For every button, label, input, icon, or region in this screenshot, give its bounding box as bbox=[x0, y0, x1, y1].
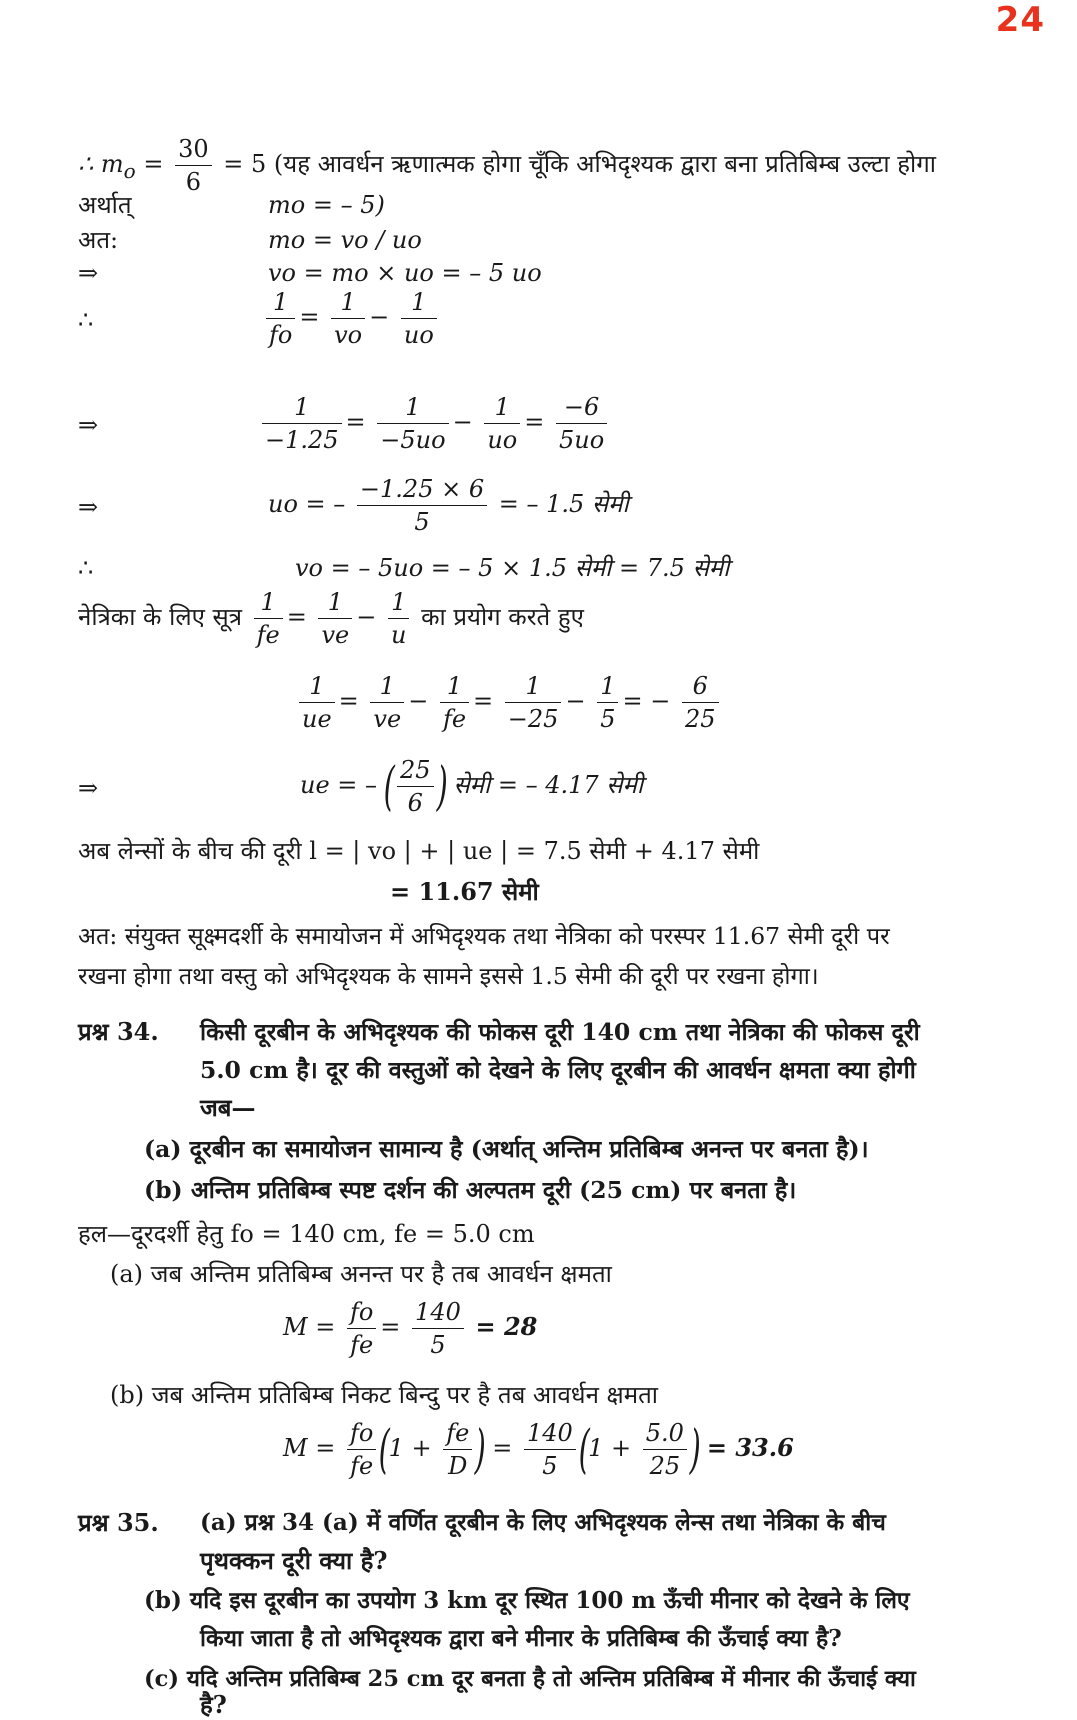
question-34-part-a: (a) दूरबीन का समायोजन सामान्य है (अर्थात् अन्तिम प्रतिबिम्ब अनन्त पर बनता है)। bbox=[144, 1135, 869, 1163]
fraction bbox=[254, 586, 283, 651]
equation: vo = – 5uo = – 5 × 1.5 सेमी = 7.5 सेमी bbox=[295, 554, 730, 582]
text: M = bbox=[283, 1313, 336, 1341]
numerator: 1 bbox=[440, 670, 469, 703]
fraction bbox=[401, 286, 437, 351]
fraction bbox=[331, 286, 365, 351]
numerator: 1 bbox=[377, 391, 448, 424]
denominator: uo bbox=[487, 426, 518, 454]
denominator: ve bbox=[321, 621, 350, 649]
numerator: 1 bbox=[484, 391, 520, 424]
question-35-part-a: (a) प्रश्न 34 (a) में वर्णित दूरबीन के लिए अभिदृश्यक लेन्स तथा नेत्रिका के बीच bbox=[200, 1509, 886, 1536]
right-paren: ) bbox=[436, 756, 448, 817]
question-34-text: किसी दूरबीन के अभिदृश्यक की फोकस दूरी 140 cm तथा नेत्रिका की फोकस दूरी bbox=[200, 1018, 920, 1046]
denominator: 6 bbox=[407, 789, 423, 817]
numerator: 1 bbox=[299, 670, 335, 703]
numerator: 1 bbox=[505, 670, 562, 703]
fraction bbox=[318, 586, 352, 651]
text: uo = – bbox=[268, 490, 346, 518]
fraction bbox=[682, 670, 719, 735]
denominator: −5uo bbox=[380, 426, 446, 454]
equation: $\frac{1}{ue}$ = $\frac{1}{ve}$ − $\frac{1}{fe}$ = $\frac{1}{-25}$ − $\frac{1}{5}$ = − $\frac{6}{25}$ bbox=[295, 670, 723, 735]
numerator: 1 bbox=[318, 586, 352, 619]
denominator: 25 bbox=[649, 1452, 681, 1480]
numerator: 1 bbox=[254, 586, 283, 619]
fraction bbox=[643, 1417, 687, 1482]
text: नेत्रिका के लिए सूत्र bbox=[78, 603, 242, 631]
label: ⇒ bbox=[78, 259, 99, 287]
numerator: 25 bbox=[397, 754, 434, 787]
numerator: 1 bbox=[331, 286, 365, 319]
numerator: 140 bbox=[524, 1417, 576, 1450]
question-35-part-a: पृथक्कन दूरी क्या है? bbox=[200, 1546, 388, 1575]
equation bbox=[268, 473, 629, 538]
equation-magnification-a: M = $\frac{fo}{fe}$ = $\frac{140}{5}$ = 28 bbox=[283, 1298, 538, 1359]
fraction bbox=[388, 586, 409, 651]
fraction bbox=[443, 1417, 472, 1482]
label: ⇒ bbox=[78, 774, 99, 802]
denominator: uo bbox=[403, 321, 434, 349]
left-paren: ( bbox=[578, 1419, 590, 1480]
denominator: u bbox=[390, 621, 407, 649]
numerator: fo bbox=[347, 1296, 376, 1329]
numerator: 5.0 bbox=[643, 1417, 687, 1450]
question-34-text: जब— bbox=[200, 1093, 256, 1122]
fraction bbox=[299, 670, 335, 735]
fraction bbox=[175, 133, 212, 198]
numerator: −1.25 × 6 bbox=[357, 473, 487, 506]
numerator: 30 bbox=[175, 133, 212, 166]
text: का प्रयोग करते हुए bbox=[421, 603, 584, 631]
subscript: o bbox=[123, 158, 136, 183]
numerator: 1 bbox=[266, 286, 295, 319]
fraction bbox=[484, 391, 520, 456]
distance-result: = 11.67 सेमी bbox=[390, 877, 539, 906]
label: ∴ bbox=[78, 554, 94, 582]
numerator: 1 bbox=[370, 670, 404, 703]
denominator: 5uo bbox=[559, 426, 605, 454]
denominator: −1.25 bbox=[265, 426, 339, 454]
numerator: 1 bbox=[262, 391, 342, 424]
fraction bbox=[262, 391, 342, 456]
numerator: −6 bbox=[556, 391, 607, 424]
equation: mo = – 5) bbox=[268, 191, 385, 219]
question-35-part-c: (c) यदि अन्तिम प्रतिबिम्ब 25 cm दूर बनता है तो अन्तिम प्रतिबिम्ब में मीनार की ऊँचाई क्या bbox=[144, 1666, 916, 1692]
question-35-part-b: (b) यदि इस दूरबीन का उपयोग 3 km दूर स्थित 100 m ऊँची मीनार को देखने के लिए bbox=[144, 1587, 910, 1614]
denominator: ue bbox=[302, 705, 332, 733]
denominator: −25 bbox=[507, 705, 559, 733]
fraction bbox=[412, 1296, 464, 1361]
eq-magnification bbox=[78, 133, 936, 198]
left-paren: ( bbox=[378, 1419, 391, 1480]
result: = 33.6 bbox=[706, 1433, 794, 1462]
denominator: fe bbox=[256, 621, 280, 649]
label: अर्थात् bbox=[78, 191, 132, 219]
result: = 28 bbox=[475, 1312, 538, 1341]
fraction bbox=[347, 1296, 376, 1361]
denominator: fe bbox=[350, 1452, 374, 1480]
denominator: 6 bbox=[185, 168, 201, 196]
fraction bbox=[377, 391, 448, 456]
equation: vo = mo × uo = – 5 uo bbox=[268, 259, 542, 287]
equation bbox=[300, 754, 643, 819]
question-35-part-c: है? bbox=[200, 1690, 227, 1719]
right-paren: ) bbox=[689, 1419, 701, 1480]
distance-line: अब लेन्सों के बीच की दूरी l = | vo | + | ue | = 7.5 सेमी + 4.17 सेमी bbox=[78, 837, 760, 865]
question-34-part-b: (b) अन्तिम प्रतिबिम्ब स्पष्ट दर्शन की अल्पतम दूरी (25 cm) पर बनता है। bbox=[144, 1176, 797, 1204]
text: ue = – bbox=[300, 771, 378, 799]
denominator: D bbox=[448, 1452, 468, 1480]
numerator: fe bbox=[443, 1417, 472, 1450]
text: सेमी = – 4.17 सेमी bbox=[453, 771, 644, 799]
solution-part-b: (b) जब अन्तिम प्रतिबिम्ब निकट बिन्दु पर है तब आवर्धन क्षमता bbox=[110, 1381, 658, 1409]
page-number: 24 bbox=[995, 0, 1045, 40]
left-paren: ( bbox=[383, 756, 395, 817]
denominator: 5 bbox=[600, 705, 616, 733]
label: ∴ bbox=[78, 306, 94, 334]
label: अत: bbox=[78, 226, 119, 254]
numerator: 1 bbox=[388, 586, 409, 619]
numerator: 6 bbox=[682, 670, 719, 703]
numerator: fo bbox=[347, 1417, 376, 1450]
equals: = bbox=[143, 150, 164, 178]
denominator: 5 bbox=[542, 1452, 558, 1480]
denominator: fe bbox=[442, 705, 467, 733]
denominator: 25 bbox=[684, 705, 716, 733]
denominator: ve bbox=[373, 705, 402, 733]
denominator: 5 bbox=[414, 508, 430, 536]
fraction bbox=[524, 1417, 576, 1482]
equation: $\frac{1}{-1.25}$ = $\frac{1}{-5uo}$ − $\frac{1}{uo}$ = $\frac{-6}{5uo}$ bbox=[258, 391, 611, 456]
solution-given: हल—दूरदर्शी हेतु fo = 140 cm, fe = 5.0 cm bbox=[78, 1220, 535, 1248]
denominator: fo bbox=[269, 321, 293, 349]
equation-magnification-b: M = $\frac{fo}{fe}$ (1 + $\frac{fe}{D}$ ) = $\frac{140}{5}$ (1 + $\frac{5.0}{25}$ ) = 33.6 bbox=[283, 1419, 794, 1480]
question-35-part-b: किया जाता है तो अभिदृश्यक द्वारा बने मीनार के प्रतिबिम्ब की ऊँचाई क्या है? bbox=[200, 1625, 842, 1652]
question-34-label: प्रश्न 34. bbox=[78, 1017, 159, 1046]
conclusion-line: रखना होगा तथा वस्तु को अभिदृश्यक के सामने इससे 1.5 सेमी की दूरी पर रखना होगा। bbox=[78, 962, 819, 990]
fraction bbox=[440, 670, 469, 735]
conclusion-line: अत: संयुक्त सूक्ष्मदर्शी के समायोजन में अभिदृश्यक तथा नेत्रिका को परस्पर 11.67 सेमी दूरी पर bbox=[78, 922, 890, 950]
numerator: 1 bbox=[597, 670, 618, 703]
question-35-label: प्रश्न 35. bbox=[78, 1508, 159, 1537]
fraction bbox=[370, 670, 404, 735]
text: = – 1.5 सेमी bbox=[498, 490, 629, 518]
text: M = bbox=[283, 1434, 336, 1462]
label: ⇒ bbox=[78, 493, 99, 521]
fraction bbox=[597, 670, 618, 735]
denominator: vo bbox=[334, 321, 363, 349]
fraction bbox=[397, 754, 434, 819]
denominator: fe bbox=[350, 1331, 374, 1359]
denominator: 5 bbox=[430, 1331, 446, 1359]
fraction bbox=[357, 473, 487, 538]
fraction bbox=[505, 670, 562, 735]
eyepiece-formula-line: नेत्रिका के लिए सूत्र $\frac{1}{fe}$ = $\frac{1}{ve}$ − $\frac{1}{u}$ का प्रयोग करते हुए bbox=[78, 588, 584, 649]
fraction bbox=[266, 286, 295, 351]
equation-lens-formula: $\frac{1}{fo}$ = $\frac{1}{vo}$ − $\frac{1}{uo}$ bbox=[262, 286, 441, 351]
solution-part-a: (a) जब अन्तिम प्रतिबिम्ब अनन्त पर है तब आवर्धन क्षमता bbox=[110, 1260, 612, 1288]
equation: mo = vo / uo bbox=[268, 226, 422, 254]
symbol: ∴ m bbox=[78, 150, 124, 178]
question-34-text: 5.0 cm है। दूर की वस्तुओं को देखने के लिए दूरबीन की आवर्धन क्षमता क्या होगी bbox=[200, 1056, 916, 1084]
right-paren: ) bbox=[474, 1419, 487, 1480]
fraction bbox=[556, 391, 607, 456]
numerator: 140 bbox=[412, 1296, 464, 1329]
label: ⇒ bbox=[78, 411, 99, 439]
text: = 5 (यह आवर्धन ऋणात्मक होगा चूँकि अभिदृश्यक द्वारा बना प्रतिबिम्ब उल्टा होगा bbox=[223, 150, 936, 178]
numerator: 1 bbox=[401, 286, 437, 319]
fraction bbox=[347, 1417, 376, 1482]
